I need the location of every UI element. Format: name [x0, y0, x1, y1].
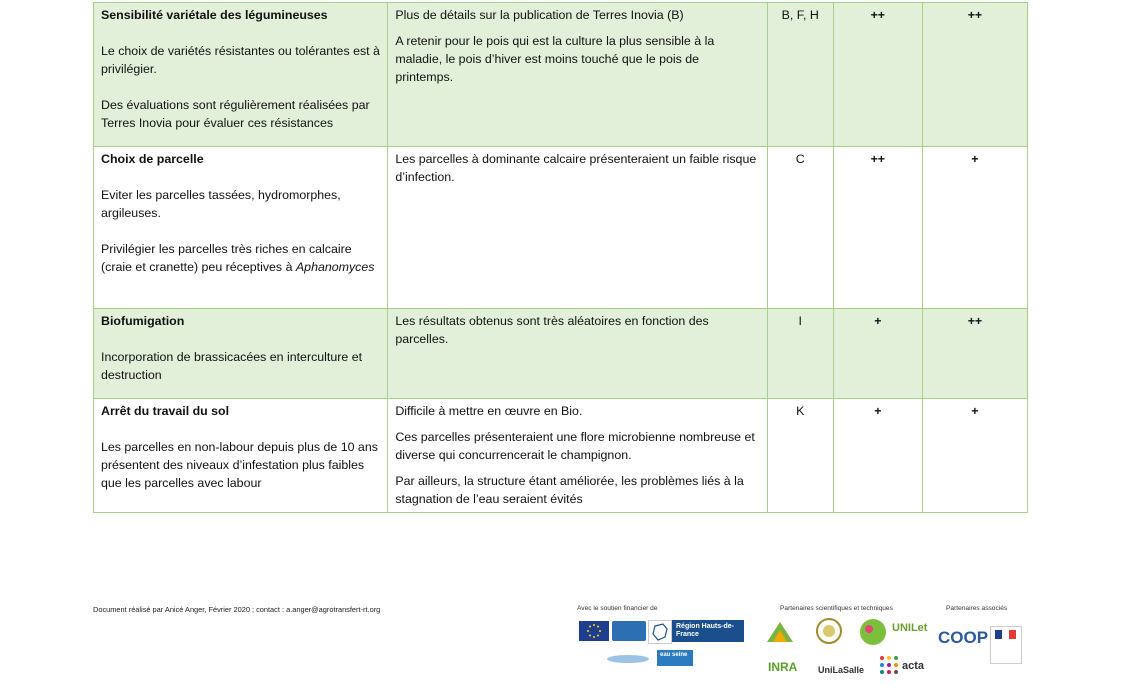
remarks-cell	[388, 399, 767, 513]
refs-cell: I	[767, 309, 833, 399]
coop-logo-text: COOP	[938, 628, 989, 647]
remark-text: Les parcelles à dominante calcaire présenteraient un faible risque d’infection.	[395, 152, 757, 184]
score-cell: +	[833, 399, 922, 513]
unilasalle-logo	[818, 660, 874, 676]
measure-title: Sensibilité variétale des légumineuses	[101, 8, 328, 22]
measure-desc: Les parcelles en non-labour depuis plus de 10 ans présentent des niveaux d’infestation plus faibles que les parcelles avec labour	[101, 440, 378, 490]
pathogen-name: Aphanomyces	[295, 260, 375, 274]
remark-text: Par ailleurs, la structure étant améliorée, les problèmes liés à la stagnation de l’eau seraient évités	[395, 474, 744, 506]
score-cell: ++	[922, 309, 1027, 399]
measure-desc: Incorporation de brassicacées en interculture et destruction	[101, 350, 363, 382]
remarks-cell	[388, 147, 767, 309]
bio-circle-logo	[806, 616, 852, 650]
agence-logo	[605, 652, 651, 664]
measure-desc: Le choix de variétés résistantes ou tolérantes est à privilégier.	[101, 44, 380, 76]
score-cell: +	[922, 147, 1027, 309]
table-row	[94, 147, 1028, 309]
unilet-logo	[892, 618, 934, 644]
measure-cell	[94, 399, 388, 513]
measure-desc: Eviter les parcelles tassées, hydromorphes, argileuses.	[101, 188, 341, 220]
score-cell: ++	[833, 3, 922, 147]
region-logo	[672, 620, 744, 642]
refs-cell: C	[767, 147, 833, 309]
measure-cell	[94, 3, 388, 147]
measure-cell	[94, 309, 388, 399]
table-row	[94, 3, 1028, 147]
remark-text: Difficile à mettre en œuvre en Bio.	[395, 404, 583, 418]
refs-cell: K	[767, 399, 833, 513]
measure-title: Biofumigation	[101, 314, 185, 328]
support-label: Avec le soutien financier de	[577, 605, 658, 612]
eau-seine-logo	[657, 650, 693, 666]
refs-cell: B, F, H	[767, 3, 833, 147]
remark-text: Ces parcelles présenteraient une flore microbienne nombreuse et diverse qui concurrencerait le champignon.	[395, 430, 755, 462]
eau-logo-text: eau seine	[660, 652, 688, 658]
score-cell: +	[833, 309, 922, 399]
associates-label: Partenaires associés	[946, 605, 1008, 612]
remarks-cell	[388, 309, 767, 399]
region-logo-text: Région Hauts-de-France	[676, 623, 734, 638]
acta-logo-text: acta	[902, 660, 925, 672]
coop-logo	[938, 628, 988, 658]
unilasalle-logo-text: UniLaSalle	[818, 665, 865, 675]
agriculture-logo	[763, 618, 797, 648]
europe-commits-logo	[612, 621, 646, 641]
unilet-logo-text: UNILet	[892, 622, 928, 634]
measure-desc: Des évaluations sont régulièrement réalisées par Terres Inovia pour évaluer ces résistances	[101, 98, 370, 130]
table-row	[94, 309, 1028, 399]
measure-title: Arrêt du travail du sol	[101, 404, 230, 418]
footer-credit: Document réalisé par Anicé Anger, Février 2020 ; contact : a.anger@agrotransfert-rt.org	[93, 605, 381, 614]
remark-text: Les résultats obtenus sont très aléatoires en fonction des parcelles.	[395, 314, 709, 346]
score-cell: ++	[922, 3, 1027, 147]
inra-logo-text: INRA	[768, 660, 798, 674]
inra-logo	[768, 658, 814, 676]
partners-label: Partenaires scientifiques et techniques	[780, 605, 893, 612]
acta-logo	[902, 656, 932, 674]
measures-table	[93, 2, 1028, 513]
table-row	[94, 399, 1028, 513]
france-map-logo	[648, 620, 672, 644]
score-cell: ++	[833, 147, 922, 309]
remarks-cell	[388, 3, 767, 147]
measure-desc: Privilégier les parcelles très riches en calcaire (craie et cranette) peu réceptives à Aphanomyces	[101, 242, 375, 274]
acta-dots-logo	[878, 654, 900, 676]
remark-text: Plus de détails sur la publication de Terres Inovia (B)	[395, 8, 684, 22]
republic-logo	[990, 626, 1022, 664]
green-blob-logo	[857, 617, 889, 647]
measure-title: Choix de parcelle	[101, 152, 204, 166]
remark-text: A retenir pour le pois qui est la culture la plus sensible à la maladie, le pois d’hiver est moins touché que le pois de printemps.	[395, 34, 715, 84]
eu-flag-logo	[579, 621, 609, 641]
score-cell: +	[922, 399, 1027, 513]
measure-cell	[94, 147, 388, 309]
